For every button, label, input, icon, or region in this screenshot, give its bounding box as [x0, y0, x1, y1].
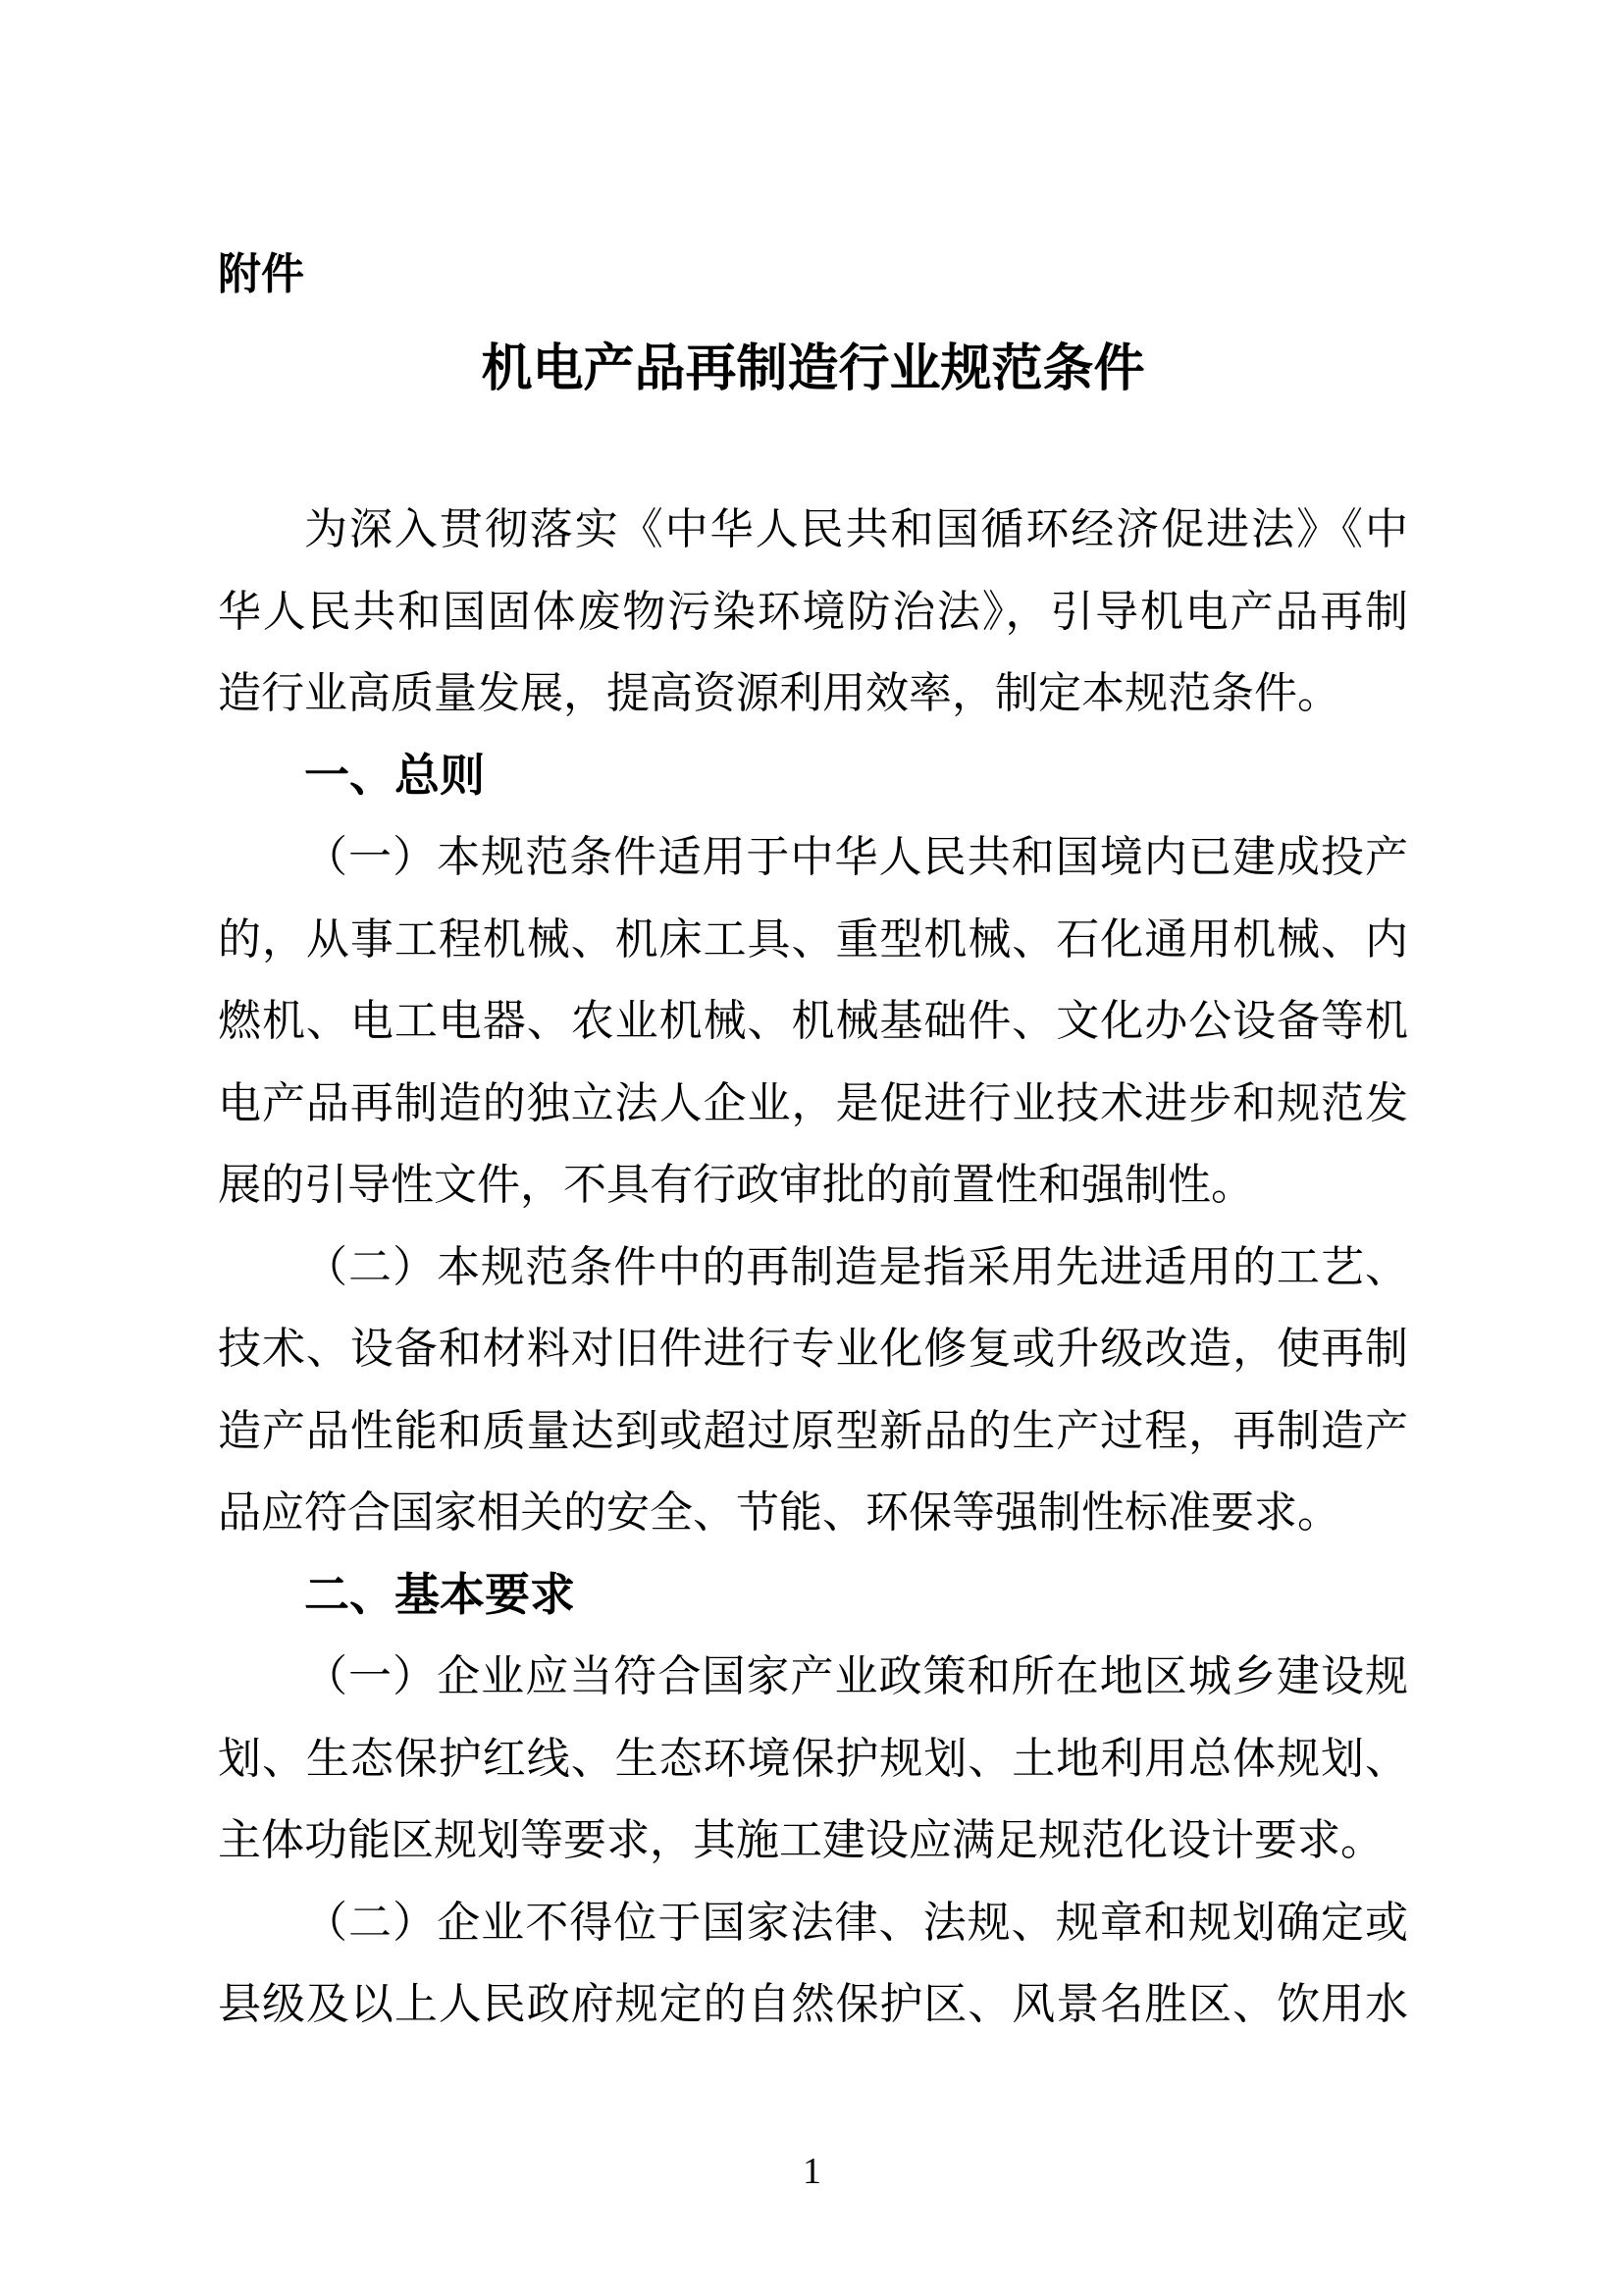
- section1-item2-line: （二）本规范条件中的再制造是指采用先进适用的工艺、: [304, 1242, 1408, 1291]
- document-body: [218, 489, 1408, 2046]
- section2-item2-line: （二）企业不得位于国家法律、法规、规章和规划确定或: [304, 1898, 1408, 1947]
- attachment-label: 附件: [218, 250, 304, 298]
- intro-line: 为深入贯彻落实《中华人民共和国循环经济促进法》《中: [304, 505, 1408, 553]
- section1-item1-line: 的，从事工程机械、机床工具、重型机械、石化通用机械、内: [218, 914, 1408, 964]
- section1-item2-line: 造产品性能和质量达到或超过原型新品的生产过程，再制造产: [218, 1406, 1408, 1455]
- intro-line: 造行业高质量发展，提高资源利用效率，制定本规范条件。: [218, 669, 1340, 717]
- document-content: [218, 0, 1408, 2046]
- section2-item1-line: （一）企业应当符合国家产业政策和所在地区城乡建设规: [304, 1652, 1408, 1700]
- section1-item1-paragraph: [218, 816, 1408, 1226]
- section1-item1-line: （一）本规范条件适用于中华人民共和国境内已建成投产: [304, 833, 1408, 881]
- section1-item1-line: 燃机、电工电器、农业机械、机械基础件、文化办公设备等机: [218, 997, 1408, 1045]
- section1-item2-paragraph: [218, 1226, 1408, 1554]
- page-number: 1: [803, 2151, 821, 2192]
- section2-item1-paragraph: [218, 1636, 1408, 1882]
- section2-item2-line: 县级及以上人民政府规定的自然保护区、风景名胜区、饮用水: [218, 1980, 1408, 2028]
- section1-item1-line: 展的引导性文件，不具有行政审批的前置性和强制性。: [218, 1161, 1254, 1209]
- section1-item2-line: 品应符合国家相关的安全、节能、环保等强制性标准要求。: [218, 1488, 1340, 1537]
- section1-item1-line: 电产品再制造的独立法人企业，是促进行业技术进步和规范发: [218, 1078, 1408, 1127]
- section2-item1-line: 主体功能区规划等要求，其施工建设应满足规范化设计要求。: [218, 1816, 1384, 1864]
- section1-item2-line: 技术、设备和材料对旧件进行专业化修复或升级改造，使再制: [218, 1325, 1408, 1373]
- section2-heading: 二、基本要求: [304, 1568, 575, 1620]
- intro-line: 华人民共和国固体废物污染环境防治法》，引导机电产品再制: [218, 587, 1408, 636]
- section2-item2-paragraph: [218, 1882, 1408, 2046]
- section1-heading: 一、总则: [304, 749, 485, 801]
- intro-paragraph: [218, 489, 1408, 735]
- document-title: 机电产品再制造行业规范条件: [481, 341, 1145, 397]
- section2-item1-line: 划、生态保护红线、生态环境保护规划、土地利用总体规划、: [218, 1734, 1408, 1783]
